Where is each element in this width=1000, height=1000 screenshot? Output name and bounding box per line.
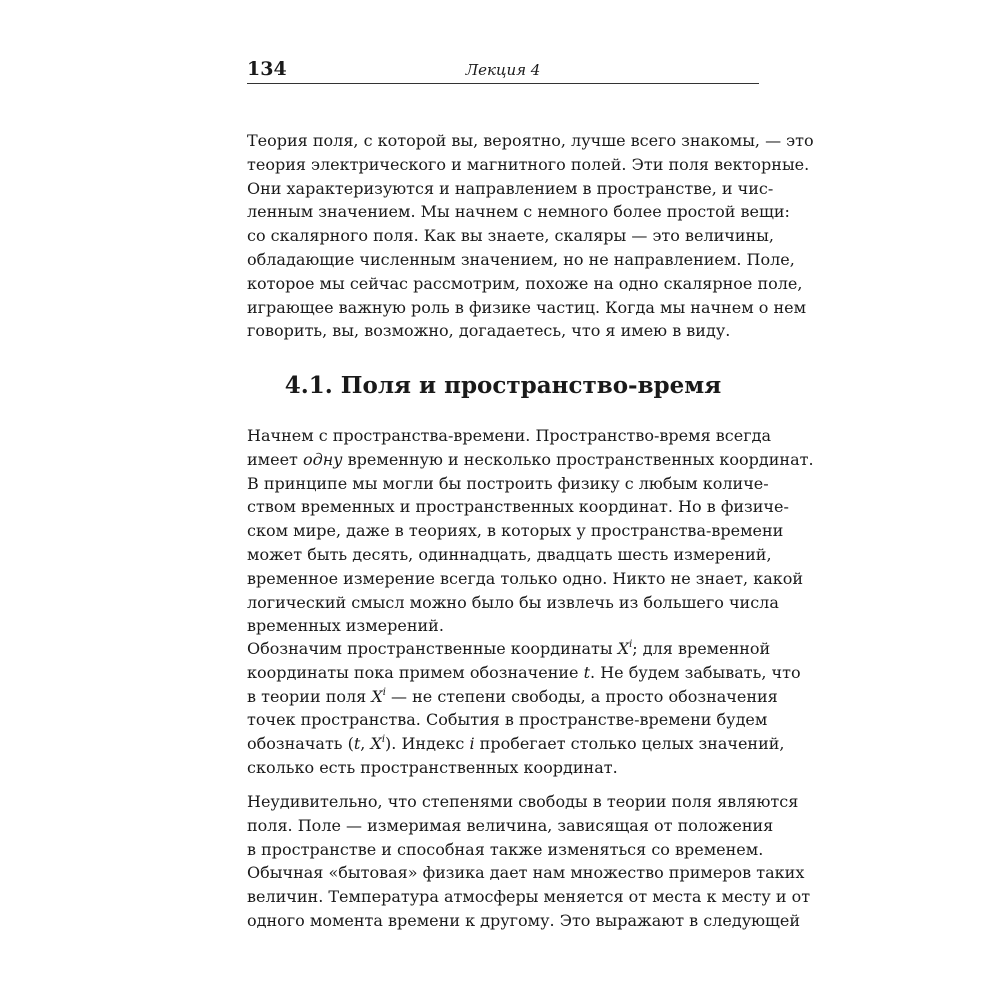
text-run: координаты пока примем обозначение bbox=[247, 662, 584, 682]
section-heading: 4.1. Поля и пространство-время bbox=[284, 372, 722, 399]
text-line: которое мы сейчас рассмотрим, похоже на одно скалярное поле, bbox=[247, 273, 803, 293]
text-run: ). Индекс bbox=[385, 734, 470, 754]
math-variable: X bbox=[371, 686, 383, 706]
text-run: . Не будем забывать, что bbox=[590, 662, 801, 682]
text-line: ском мире, даже в теориях, в которых у пространства-времени bbox=[247, 521, 784, 541]
text-line: теория электрического и магнитного полей. Эти поля векторные. bbox=[247, 154, 810, 174]
text-line: величин. Температура атмосферы меняется от места к месту и от bbox=[247, 887, 811, 907]
text-run: в теории поля bbox=[247, 686, 372, 706]
text-line bbox=[247, 732, 785, 756]
text-line: ством временных и пространственных координат. Но в физиче- bbox=[247, 497, 789, 517]
text-line: в пространстве и способная также изменяться со временем. bbox=[247, 839, 764, 859]
text-line: сколько есть пространственных координат. bbox=[247, 757, 618, 777]
text-line: ленным значением. Мы начнем с немного более простой вещи: bbox=[247, 202, 790, 222]
text-line bbox=[247, 661, 801, 685]
text-run: пробегает столько целых значений, bbox=[474, 734, 785, 754]
text-line: обладающие численным значением, но не направлением. Поле, bbox=[247, 249, 795, 269]
text-run: — не степени свободы, а просто обозначения bbox=[385, 686, 778, 706]
text-line: временное измерение всегда только одно. Никто не знает, какой bbox=[247, 568, 804, 588]
math-variable: X bbox=[370, 734, 382, 754]
math-variable: i bbox=[469, 734, 475, 754]
intro-paragraph bbox=[247, 129, 814, 343]
text-line: Теория поля, с которой вы, вероятно, лучше всего знакомы, — это bbox=[247, 131, 814, 150]
math-variable: t bbox=[583, 662, 591, 682]
text-line: играющее важную роль в физике частиц. Когда мы начнем о нем bbox=[247, 297, 807, 317]
text-line: В принципе мы могли бы построить физику с любым количе- bbox=[247, 473, 769, 493]
text-line: одного момента времени к другому. Это выражают в следующей bbox=[247, 910, 801, 930]
math-variable: t bbox=[353, 734, 361, 754]
math-superscript: i bbox=[381, 734, 386, 746]
text-run: , bbox=[360, 734, 371, 754]
paragraph-coordinates bbox=[247, 637, 801, 780]
page-header bbox=[247, 57, 759, 83]
text-line: может быть десять, одиннадцать, двадцать шесть измерений, bbox=[247, 544, 772, 564]
paragraph-fields bbox=[247, 790, 811, 933]
text-line: Они характеризуются и направлением в пространстве, и чис- bbox=[247, 178, 774, 198]
text-run: ; для временной bbox=[632, 639, 771, 658]
math-superscript: i bbox=[382, 686, 386, 698]
text-run: имеет bbox=[247, 449, 303, 469]
paragraph-spacetime bbox=[247, 424, 814, 638]
math-superscript: i bbox=[629, 639, 633, 650]
text-line bbox=[247, 685, 778, 709]
text-line bbox=[247, 448, 814, 472]
text-run: обозначать ( bbox=[247, 734, 354, 754]
text-line: логический смысл можно было бы извлечь из большего числа bbox=[247, 592, 779, 612]
text-line: со скалярного поля. Как вы знаете, скаляры — это величины, bbox=[247, 226, 774, 246]
header-rule bbox=[247, 83, 759, 84]
text-run: временную и несколько пространственных координат. bbox=[342, 449, 814, 469]
text-line: Обычная «бытовая» физика дает нам множество примеров таких bbox=[247, 863, 805, 883]
math-variable: X bbox=[617, 639, 630, 658]
page-number: 134 bbox=[247, 58, 287, 80]
text-line bbox=[247, 637, 771, 661]
text-line: поля. Поле — измеримая величина, зависящая от положения bbox=[247, 815, 774, 835]
running-head: Лекция 4 bbox=[465, 61, 541, 79]
text-run: Обозначим пространственные координаты bbox=[247, 639, 618, 658]
emphasis: одну bbox=[302, 449, 343, 469]
text-line: Неудивительно, что степенями свободы в теории поля являются bbox=[247, 792, 799, 811]
text-line: точек пространства. События в пространстве-времени будем bbox=[247, 710, 768, 730]
text-line: временных измерений. bbox=[247, 616, 444, 636]
text-line: Начнем с пространства-времени. Пространство-время всегда bbox=[247, 426, 771, 445]
text-line: говорить, вы, возможно, догадаетесь, что я имею в виду. bbox=[247, 321, 731, 341]
